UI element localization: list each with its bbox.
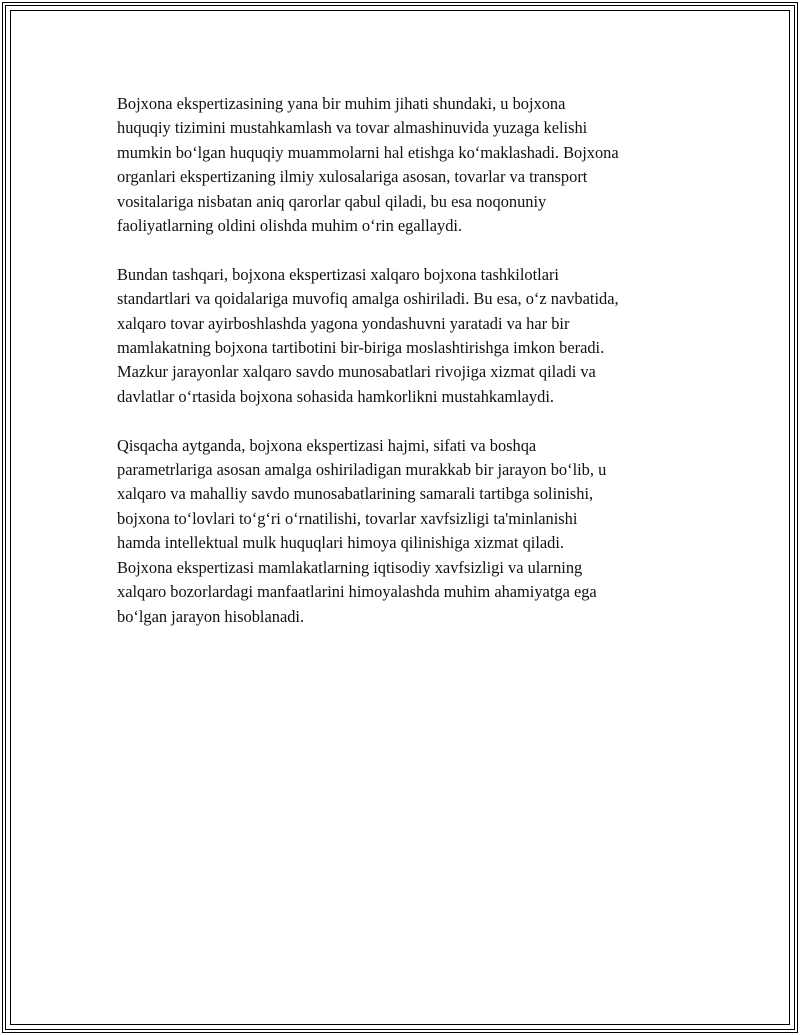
paragraph-1: Bojxona ekspertizasining yana bir muhim jihati shundaki, u bojxona huquqiy tizimini mustahkamlash va tovar almashinuvida yuzaga kelishi mumkin bo‘lgan huquqiy muammolarni hal etishga ko‘maklashadi. Bojxona organlari ekspertizaning ilmiy xulosalariga asosan, tovarlar va transport vositalariga nisbatan aniq qarorlar qabul qiladi, bu esa noqonuniy faoliyatlarning oldini olishda muhim o‘rin egallaydi.: [117, 94, 619, 236]
document-body: [117, 92, 687, 653]
paragraph-3: Qisqacha aytganda, bojxona ekspertizasi hajmi, sifati va boshqa parametrlariga asosan amalga oshiriladigan murakkab bir jarayon bo‘lib, u xalqaro va mahalliy savdo munosabatlarining samarali tartibga solinishi, bojxona to‘lovlari to‘g‘ri o‘rnatilishi, tovarlar xavfsizligi ta'minlanishi hamda intellektual mulk huquqlari himoya qilinishiga xizmat qiladi. Bojxona ekspertizasi mamlakatlarning iqtisodiy xavfsizligi va ularning xalqaro bozorlardagi manfaatlarini himoyalashda muhim ahamiyatga ega bo‘lgan jarayon hisoblanadi.: [117, 435, 607, 626]
paragraph-2: Bundan tashqari, bojxona ekspertizasi xalqaro bojxona tashkilotlari standartlari va qoidalariga muvofiq amalga oshiriladi. Bu esa, o‘z navbatida, xalqaro tovar ayirboshlashda yagona yondashuvni yaratadi va har bir mamlakatning bojxona tartibotini bir-biriga moslashtirishga imkon beradi. Mazkur jarayonlar xalqaro savdo munosabatlari rivojiga xizmat qiladi va davlatlar o‘rtasida bojxona sohasida hamkorlikni mustahkamlaydi.: [117, 264, 619, 406]
